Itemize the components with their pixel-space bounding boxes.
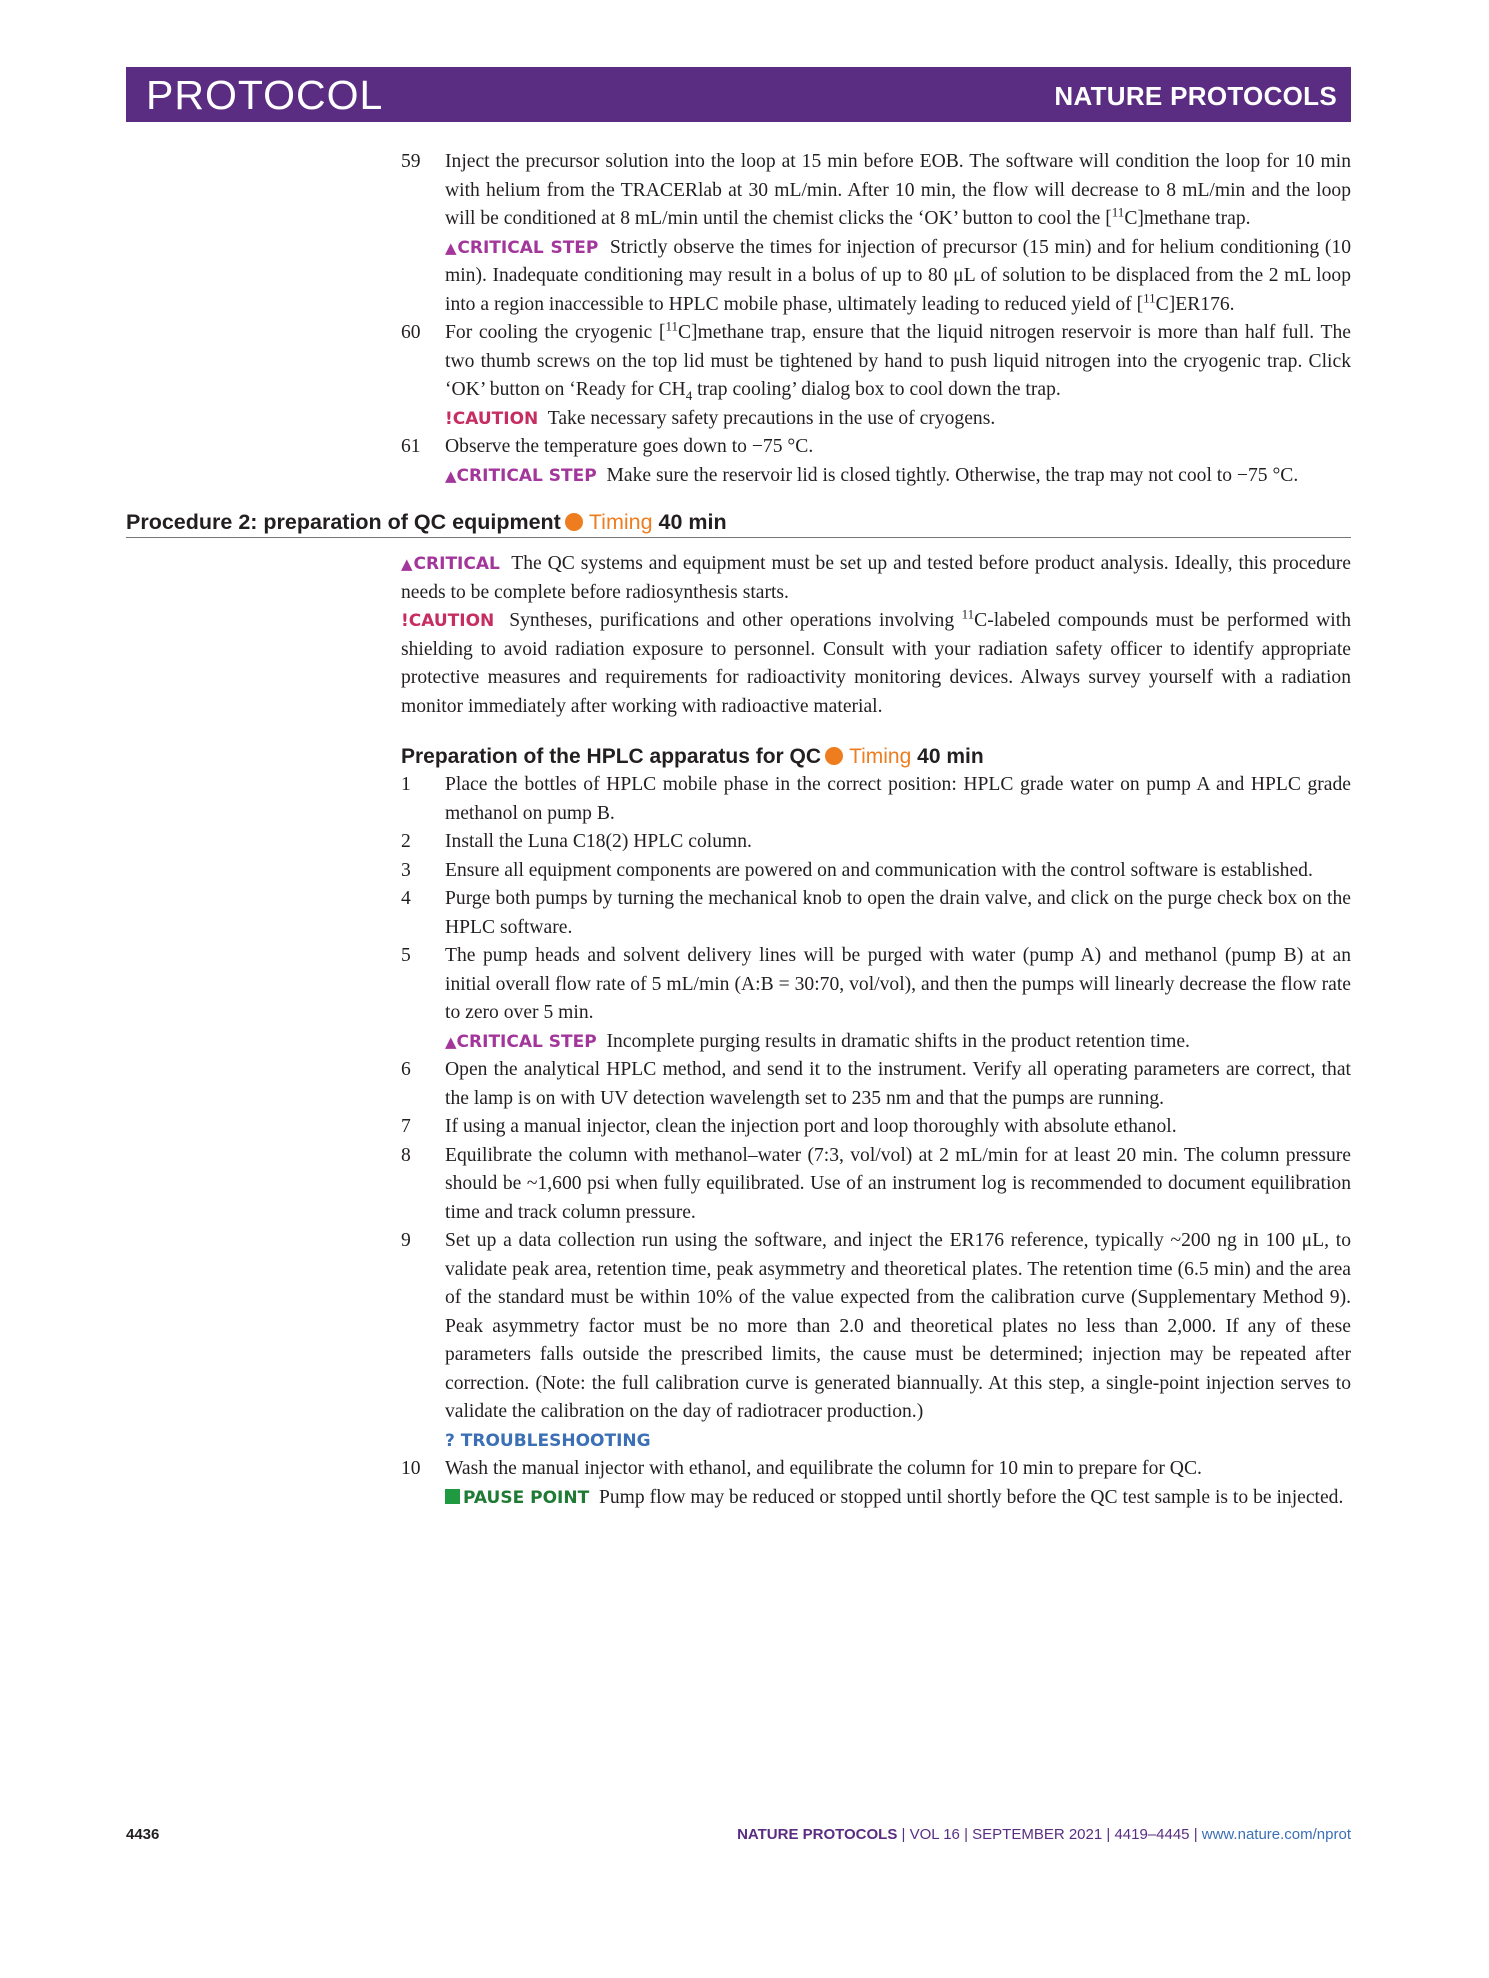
journal-url-link[interactable]: www.nature.com/nprot xyxy=(1201,1826,1351,1843)
step-text: Equilibrate the column with methanol–water (7:3, vol/vol) at 2 mL/min for at least 20 min. The column pressure should be ~1,600 psi when fully equilibrated. Use of an instrument log is recommended to document equilibration time and track column pressure. xyxy=(445,1144,1351,1223)
step-text: Purge both pumps by turning the mechanical knob to open the drain valve, and click on the purge check box on the HPLC software. xyxy=(445,888,1351,938)
step-number: 61 xyxy=(401,436,421,457)
step-number: 5 xyxy=(401,945,411,966)
step-number: 8 xyxy=(401,1144,411,1166)
step-number: 10 xyxy=(401,1458,421,1479)
hplc-step-8 xyxy=(401,1142,1351,1228)
pause-point-note: PAUSE POINT Pump flow may be reduced or stopped until shortly before the QC test sample is to be injected. xyxy=(445,1484,1351,1513)
page-footer xyxy=(126,1826,1351,1850)
critical-note: ▲CRITICAL The QC systems and equipment must be set up and tested before product analysis. Ideally, this procedure needs to be complete before radiosynthesis starts. xyxy=(401,553,1351,603)
square-icon xyxy=(445,1489,460,1504)
hplc-step-5 xyxy=(401,942,1351,1056)
step-number: 60 xyxy=(401,322,421,343)
question-icon: ? xyxy=(445,1430,461,1451)
header-banner xyxy=(126,67,1351,122)
page-content xyxy=(126,148,1351,1512)
step-text: Place the bottles of HPLC mobile phase in the correct position: HPLC grade water on pump A and HPLC grade methanol on pump B. xyxy=(445,774,1351,824)
critical-step-note: ▲CRITICAL STEP Incomplete purging results in dramatic shifts in the product retention time. xyxy=(445,1030,1190,1052)
journal-citation: NATURE PROTOCOLS | VOL 16 | SEPTEMBER 2021 | 4419–4445 | www.nature.com/nprot xyxy=(737,1826,1351,1843)
critical-step-label: ▲CRITICAL STEP xyxy=(445,1031,597,1052)
hplc-step-10 xyxy=(401,1455,1351,1512)
critical-label: ▲CRITICAL xyxy=(401,554,500,574)
step-61 xyxy=(401,433,1351,490)
step-text: Ensure all equipment components are powered on and communication with the control software is established. xyxy=(445,859,1313,881)
step-text: Inject the precursor solution into the loop at 15 min before EOB. The software will condition the loop for 10 min with helium from the TRACERlab at 30 mL/min. After 10 min, the flow will decrease to 8 mL/min and the loop will be conditioned at 8 mL/min until the chemist clicks the ‘OK’ button to cool the [$^{11}$C]methane trap. xyxy=(445,151,1351,229)
caution-label: !CAUTION xyxy=(445,408,539,429)
hplc-step-1 xyxy=(401,771,1351,828)
exclamation-icon: ! xyxy=(445,408,453,429)
caution-note: !CAUTION Syntheses, purifications and other operations involving $^{11}$C-labeled compounds must be performed with shielding to avoid radiation exposure to personnel. Consult with your radiation safety officer to identify appropriate protective measures and requirements for radioactivity monitoring devices. Always survey yourself with a radiation monitor immediately after working with radioactive material. xyxy=(401,606,1351,717)
step-number: 9 xyxy=(401,1230,411,1251)
step-text: Observe the temperature goes down to −75 °C. xyxy=(445,436,814,457)
hplc-step-4 xyxy=(401,885,1351,942)
timing-dot-icon xyxy=(825,747,843,765)
step-text: Set up a data collection run using the software, and inject the ER176 reference, typically ~200 ng in 100 μL, to validate peak area, retention time, peak asymmetry and theoretical plates. The retention time (6.5 min) and the area of the standard must be within 10% of the value expected from the calibration curve (Supplementary Method 9). Peak asymmetry factor must be no more than 2.0 and theoretical plates no less than 2,000. If any of these parameters falls outside the prescribed limits, the cause must be determined; injection may be repeated after correction. (Note: the full calibration curve is generated biannually. At this step, a single-point injection serves to validate the calibration on the day of radiotracer production.) xyxy=(445,1230,1351,1422)
step-text: Wash the manual injector with ethanol, and equilibrate the column for 10 min to prepare for QC. xyxy=(445,1458,1202,1479)
triangle-icon: ▲ xyxy=(445,1032,457,1051)
page-number: 4436 xyxy=(126,1826,160,1843)
troubleshooting-note xyxy=(445,1427,1351,1456)
step-text: For cooling the cryogenic [$^{11}$C]methane trap, ensure that the liquid nitrogen reservoir is more than half full. The two thumb screws on the top lid must be tightened by hand to push liquid nitrogen into the cryogenic trap. Click ‘OK’ button on ‘Ready for $CH_4$ trap cooling’ dialog box to cool down the trap. xyxy=(445,318,1351,403)
hplc-step-9 xyxy=(401,1227,1351,1455)
procedure-2-notes xyxy=(401,550,1351,721)
timing-dot-icon xyxy=(565,513,583,531)
step-number: 59 xyxy=(401,151,421,172)
critical-step-label: ▲CRITICAL STEP xyxy=(445,465,597,486)
journal-label: NATURE PROTOCOLS xyxy=(1054,81,1337,111)
hplc-step-2 xyxy=(401,828,1351,857)
triangle-icon: ▲ xyxy=(401,555,414,573)
hplc-step-6 xyxy=(401,1056,1351,1113)
critical-step-note: ▲CRITICAL STEP Make sure the reservoir lid is closed tightly. Otherwise, the trap may not cool to −75 °C. xyxy=(445,464,1299,486)
step-number: 3 xyxy=(401,859,411,881)
step-number: 2 xyxy=(401,831,411,852)
caution-note: !CAUTION Take necessary safety precautions in the use of cryogens. xyxy=(445,407,996,429)
step-text: The pump heads and solvent delivery lines will be purged with water (pump A) and methanol (pump B) at an initial overall flow rate of 5 mL/min (A:B = 30:70, vol/vol), and then the pumps will linearly decrease the flow rate to zero over 5 min. xyxy=(445,945,1351,1023)
step-text: Install the Luna C18(2) HPLC column. xyxy=(445,831,752,852)
exclamation-icon: ! xyxy=(401,611,409,631)
step-59 xyxy=(401,148,1351,319)
step-text: Open the analytical HPLC method, and send it to the instrument. Verify all operating parameters are correct, that the lamp is on with UV detection wavelength set to 235 nm and that the pumps are running. xyxy=(445,1059,1351,1109)
critical-step-label: ▲CRITICAL STEP xyxy=(445,237,599,258)
pause-point-label: PAUSE POINT xyxy=(445,1488,589,1508)
step-number: 6 xyxy=(401,1059,411,1080)
triangle-icon: ▲ xyxy=(445,466,457,485)
section-label: PROTOCOL xyxy=(146,72,384,118)
step-60 xyxy=(401,319,1351,433)
troubleshooting-label[interactable]: ? TROUBLESHOOTING xyxy=(445,1430,651,1451)
critical-step-note: ▲CRITICAL STEP Strictly observe the times for injection of precursor (15 min) and for helium conditioning (10 min). Inadequate conditioning may result in a bolus of up to 80 μL of solution to be displaced from the 2 mL loop into a region inaccessible to HPLC mobile phase, ultimately leading to reduced yield of [$^{11}$C]ER176. xyxy=(445,236,1352,315)
step-text: If using a manual injector, clean the injection port and loop thoroughly with absolute ethanol. xyxy=(445,1116,1177,1137)
procedure-2-heading: Procedure 2: preparation of QC equipment Timing 40 min xyxy=(126,510,1351,538)
hplc-step-7 xyxy=(401,1113,1351,1142)
caution-label: !CAUTION xyxy=(401,611,495,631)
step-number: 7 xyxy=(401,1116,411,1137)
triangle-icon: ▲ xyxy=(445,238,458,257)
step-number: 4 xyxy=(401,888,411,909)
hplc-heading: Preparation of the HPLC apparatus for QC Timing 40 min xyxy=(401,745,984,768)
hplc-step-3 xyxy=(401,857,1351,886)
step-number: 1 xyxy=(401,774,411,795)
